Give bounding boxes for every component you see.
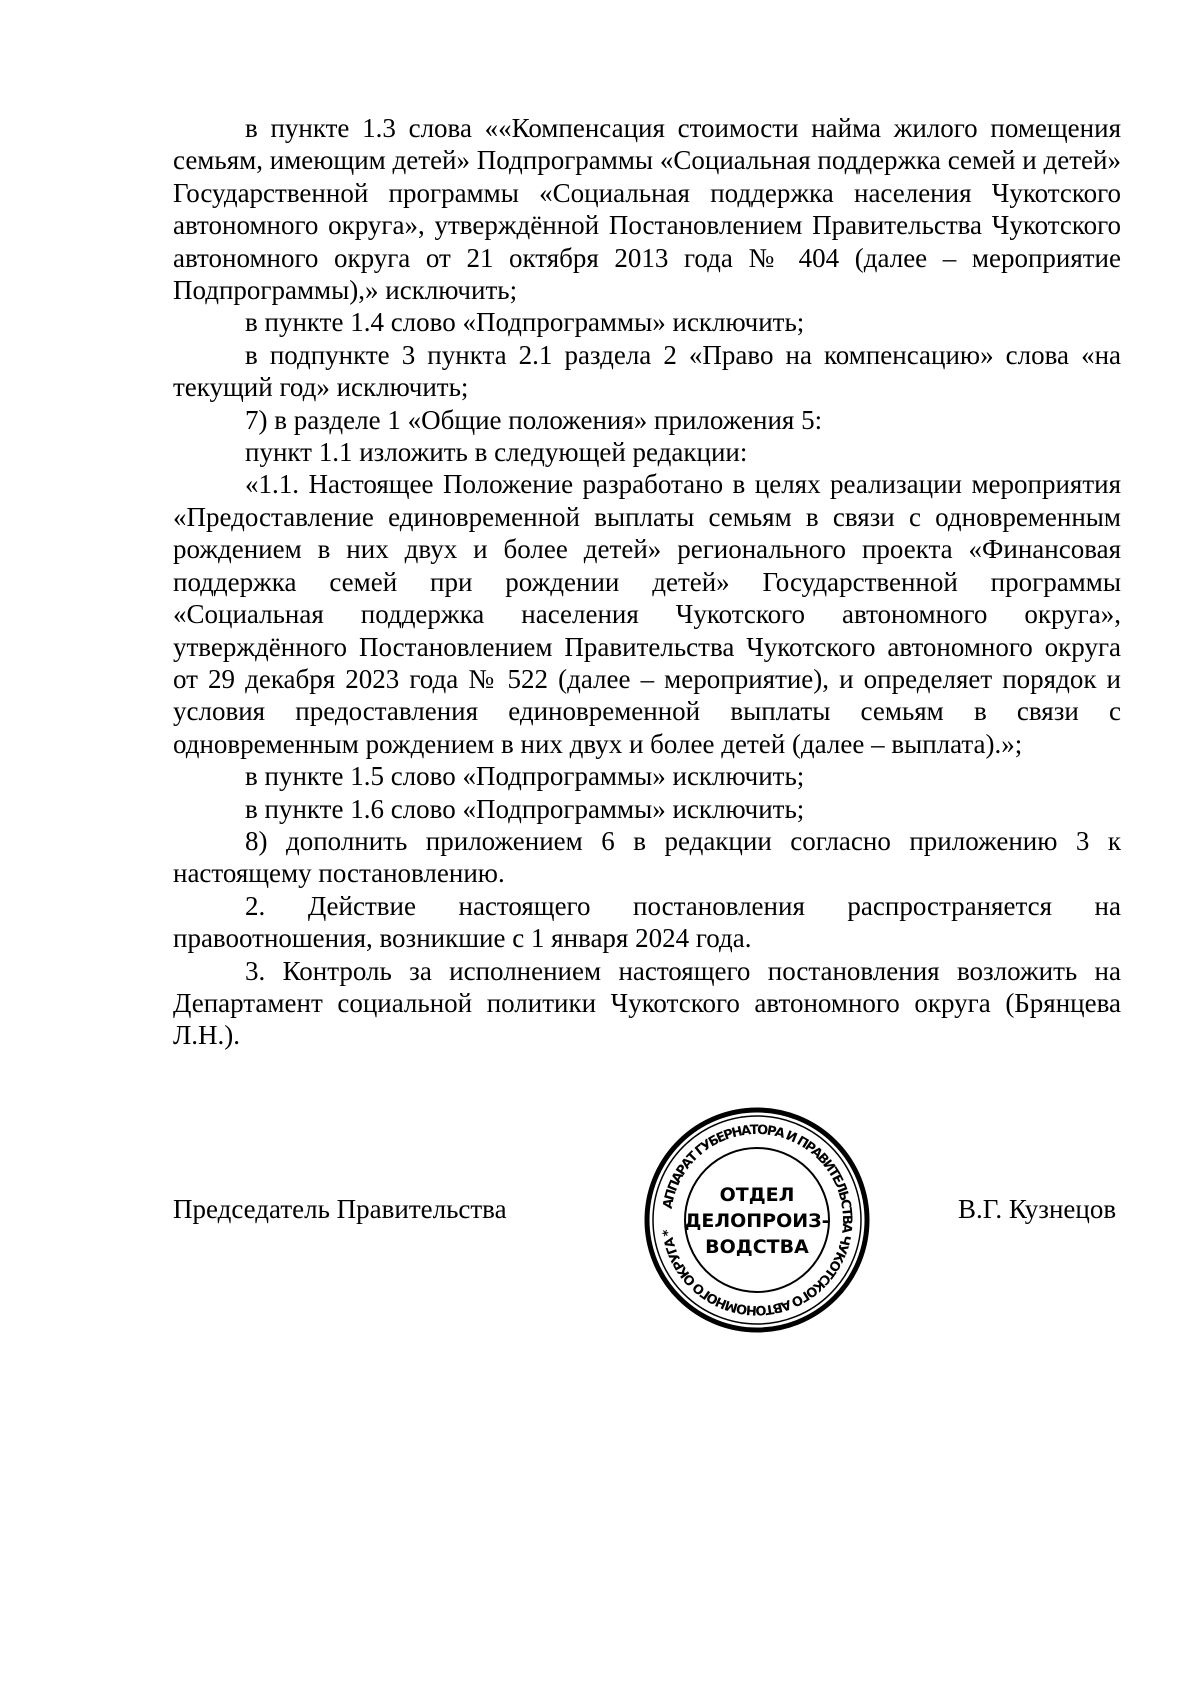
stamp-ring-text: АППАРАТ ГУБЕРНАТОРА И ПРАВИТЕЛЬСТВА ЧУКОТСКОГО АВТОНОМНОГО ОКРУГА * <box>660 1122 855 1318</box>
stamp-center-line-1: ОТДЕЛ <box>719 1184 795 1206</box>
paragraph-item-1-6: в пункте 1.6 слово «Подпрограммы» исключить; <box>245 793 805 824</box>
paragraph-item-1-1-intro: пункт 1.1 изложить в следующей редакции: <box>245 437 748 468</box>
document-body <box>173 112 1121 1052</box>
paragraph-item-1-4: в пункте 1.4 слово «Подпрограммы» исключить; <box>245 307 805 338</box>
paragraph-subitem-2-1: в подпункте 3 пункта 2.1 раздела 2 «Право на компенсацию» слова «на текущий год» исключить; <box>173 339 1121 403</box>
paragraph-clause-2: 2. Действие настоящего постановления распространяется на правоотношения, возникшие с 1 января 2024 года. <box>173 890 1121 954</box>
paragraph-clause-3: 3. Контроль за исполнением настоящего постановления возложить на Департамент социальной политики Чукотского автономного округа (Брянцева Л.Н.). <box>173 955 1121 1051</box>
stamp-center-line-3: ВОДСТВА <box>705 1236 809 1258</box>
paragraph-amendment-7: 7) в разделе 1 «Общие положения» приложения 5: <box>245 404 823 435</box>
paragraph-item-1-3: в пункте 1.3 слова ««Компенсация стоимости найма жилого помещения семьям, имеющим детей» Подпрограммы «Социальная поддержка семей и детей» Государственной программы «Социальная поддержка населения Чукотского автономного округа», утверждённой Постановлением Правительства Чукотского автономного округа от 21 октября 2013 года № 404 (далее – мероприятие Подпрограммы),» исключить; <box>173 113 1121 306</box>
official-stamp <box>642 1105 872 1335</box>
signatory-name: В.Г. Кузнецов <box>958 1194 1117 1224</box>
signatory-title: Председатель Правительства <box>173 1194 507 1224</box>
paragraph-item-1-5: в пункте 1.5 слово «Подпрограммы» исключить; <box>245 761 805 792</box>
paragraph-amendment-8: 8) дополнить приложением 6 в редакции согласно приложению 3 к настоящему постановлению. <box>173 825 1121 889</box>
stamp-center-line-2: ДЕЛОПРОИЗ- <box>684 1210 830 1232</box>
paragraph-item-1-1-text: «1.1. Настоящее Положение разработано в целях реализации мероприятия «Предоставление единовременной выплаты семьям в связи с одновременным рождением в них двух и более детей» регионального проекта «Финансовая поддержка семей при рождении детей» Государственной программы «Социальная поддержка населения Чукотского автономного округа», утверждённого Постановлением Правительства Чукотского автономного округа от 29 декабря 2023 года № 522 (далее – мероприятие), и определяет порядок и условия предоставления единовременной выплаты семьям в связи с одновременным рождением в них двух и более детей (далее – выплата).»; <box>173 469 1121 759</box>
